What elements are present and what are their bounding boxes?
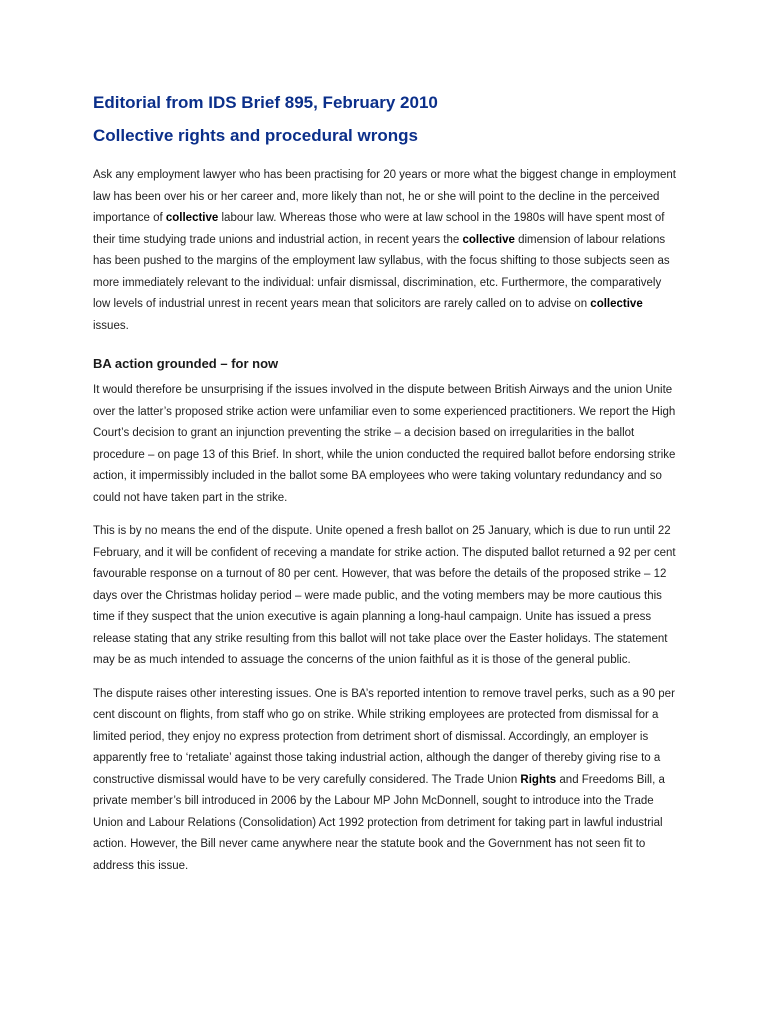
document-title: Editorial from IDS Brief 895, February 2010 (93, 93, 438, 112)
paragraph-1-text-b: labour law. Whereas those who were at law school in the 1980s will have spent most of their time studying trade unions and industrial action, in recent years the (93, 212, 665, 246)
keyword-collective-2: collective (462, 233, 515, 246)
paragraph-4-text-b: and Freedoms Bill, a private member’s bill introduced in 2006 by the Labour MP John McDonnell, sought to introduce into the Trade Union and Labour Relations (Consolidation) Act 1992 protection from detriment for taking part in lawful industrial action. However, the Bill never came anywhere near the statute book and the Government has not seen fit to address this issue. (93, 773, 665, 872)
document-subtitle: Collective rights and procedural wrongs (93, 126, 418, 145)
keyword-rights: Rights (520, 773, 557, 786)
paragraph-1-text-d: issues. (93, 319, 129, 332)
keyword-collective-1: collective (165, 212, 219, 224)
paragraph-3: This is by no means the end of the dispute. Unite opened a fresh ballot on 25 January, which is due to run until 22 February, and it will be confident of receving a mandate for strike action. The disputed ballot returned a 92 per cent favourable response on a turnout of 80 per cent. However, that was before the details of the proposed strike – 12 days over the Christmas holiday period – were made public, and the voting members may be more cautious this time if they suspect that the union executive is again planning a long-haul campaign. Unite has issued a press release stating that any strike resulting from this ballot will not take place over the Easter holidays. The statement may be as much intended to assuage the concerns of the union faithful as it is those of the general public. (93, 525, 676, 666)
paragraph-2: It would therefore be unsurprising if the issues involved in the dispute between British Airways and the union Unite over the latter’s proposed strike action were unfamiliar even to some experienced practitioners. We report the High Court’s decision to grant an injunction preventing the strike – a decision based on irregularities in the ballot procedure – on page 13 of this Brief. In short, while the union conducted the required ballot before endorsing strike action, it impermissibly included in the ballot some BA employees who were taking voluntary redundancy and so could not have taken part in the strike. (93, 384, 676, 504)
paragraph-1 (93, 165, 680, 337)
keyword-collective-3: collective (590, 298, 643, 310)
paragraph-1-text-a: Ask any employment lawyer who has been practising for 20 years or more what the biggest change in employment law has been over his or her career and, more likely than not, he or she will point to the decline in the perceived importance of (93, 169, 676, 224)
section-heading: BA action grounded – for now (93, 356, 279, 371)
paragraph-4-text-a: The dispute raises other interesting issues. One is BA’s reported intention to remove travel perks, such as a 90 per cent discount on flights, from staff who go on strike. While striking employees are protected from dismissal for a limited period, they enjoy no express protection from detriment short of dismissal. Accordingly, an employer is apparently free to ‘retaliate’ against those taking industrial action, although the danger of thereby giving rise to a constructive dismissal would have to be very carefully considered. The Trade Union (93, 687, 675, 786)
paragraph-4 (93, 684, 680, 878)
paragraph-1-text-c: dimension of labour relations has been pushed to the margins of the employment law syllabus, with the focus shifting to those subjects seen as more immediately relevant to the individual: unfair dismissal, discrimination, etc. Furthermore, the comparatively low levels of industrial unrest in recent years mean that solicitors are rarely called on to advise on (93, 233, 670, 310)
